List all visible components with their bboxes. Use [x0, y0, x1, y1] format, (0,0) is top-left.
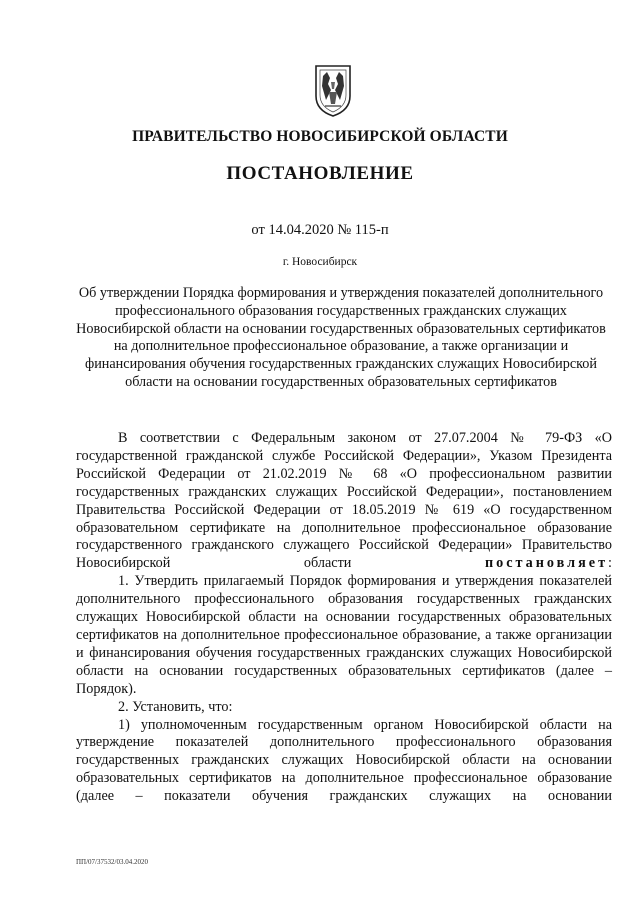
- item-2-1-paragraph: 1) уполномоченным государственным органом Новосибирской области на утверждение показателей дополнительного профессионального образования государственных гражданских служащих Новосибирской области на основании образовательных сертификатов на дополнительное профессиональное образование (далее – показатели обучения гражданских служащих на основании: [76, 716, 612, 805]
- document-date-number: от 14.04.2020 № 115-п: [251, 222, 389, 238]
- item-1-paragraph: 1. Утвердить прилагаемый Порядок формирования и утверждения показателей дополнительного профессионального образования государственных гражданских служащих Новосибирской области на основании государственных образовательных сертификатов на дополнительное профессиональное образование, а также организации и финансирования обучения государственных гражданских служащих Новосибирской области на основании государственных образовательных сертификатов (далее – Порядок).: [76, 573, 612, 697]
- decree-word: постановляет: [484, 555, 609, 572]
- preamble-text: В соответствии с Федеральным законом от 27.07.2004 № 79-ФЗ «О государственной гражданской службе Российской Федерации», Указом Президента Российской Федерации от 21.02.2019 № 68 «О профессиональном развитии государственных гражданских служащих Российской Федерации», постановлением Правительства Российской Федерации от 18.05.2019 № 619 «О государственном образовательном сертификате на дополнительное профессиональное образование государственного гражданского служащего Российской Федерации» Правительство Новосибирской области: [76, 430, 612, 572]
- item-2-paragraph: 2. Установить, что:: [118, 698, 233, 715]
- document-footer-code: ПП/07/37532/03.04.2020: [76, 858, 148, 866]
- document-body: [76, 430, 612, 806]
- document-subject: Об утверждении Порядка формирования и утверждения показателей дополнительного профессионального образования государственных гражданских служащих Новосибирской области на основании государственных образовательных сертификатов на дополнительное профессиональное образование, а также организации и финансирования обучения государственных гражданских служащих Новосибирской области на основании государственных образовательных сертификатов: [76, 285, 606, 390]
- document-type: ПОСТАНОВЛЕНИЕ: [226, 163, 414, 184]
- decree-colon: :: [608, 555, 612, 572]
- document-city: г. Новосибирск: [282, 256, 358, 268]
- preamble-paragraph: [76, 430, 612, 573]
- coat-of-arms-icon: [313, 62, 353, 118]
- government-name: ПРАВИТЕЛЬСТВО НОВОСИБИРСКОЙ ОБЛАСТИ: [132, 128, 508, 145]
